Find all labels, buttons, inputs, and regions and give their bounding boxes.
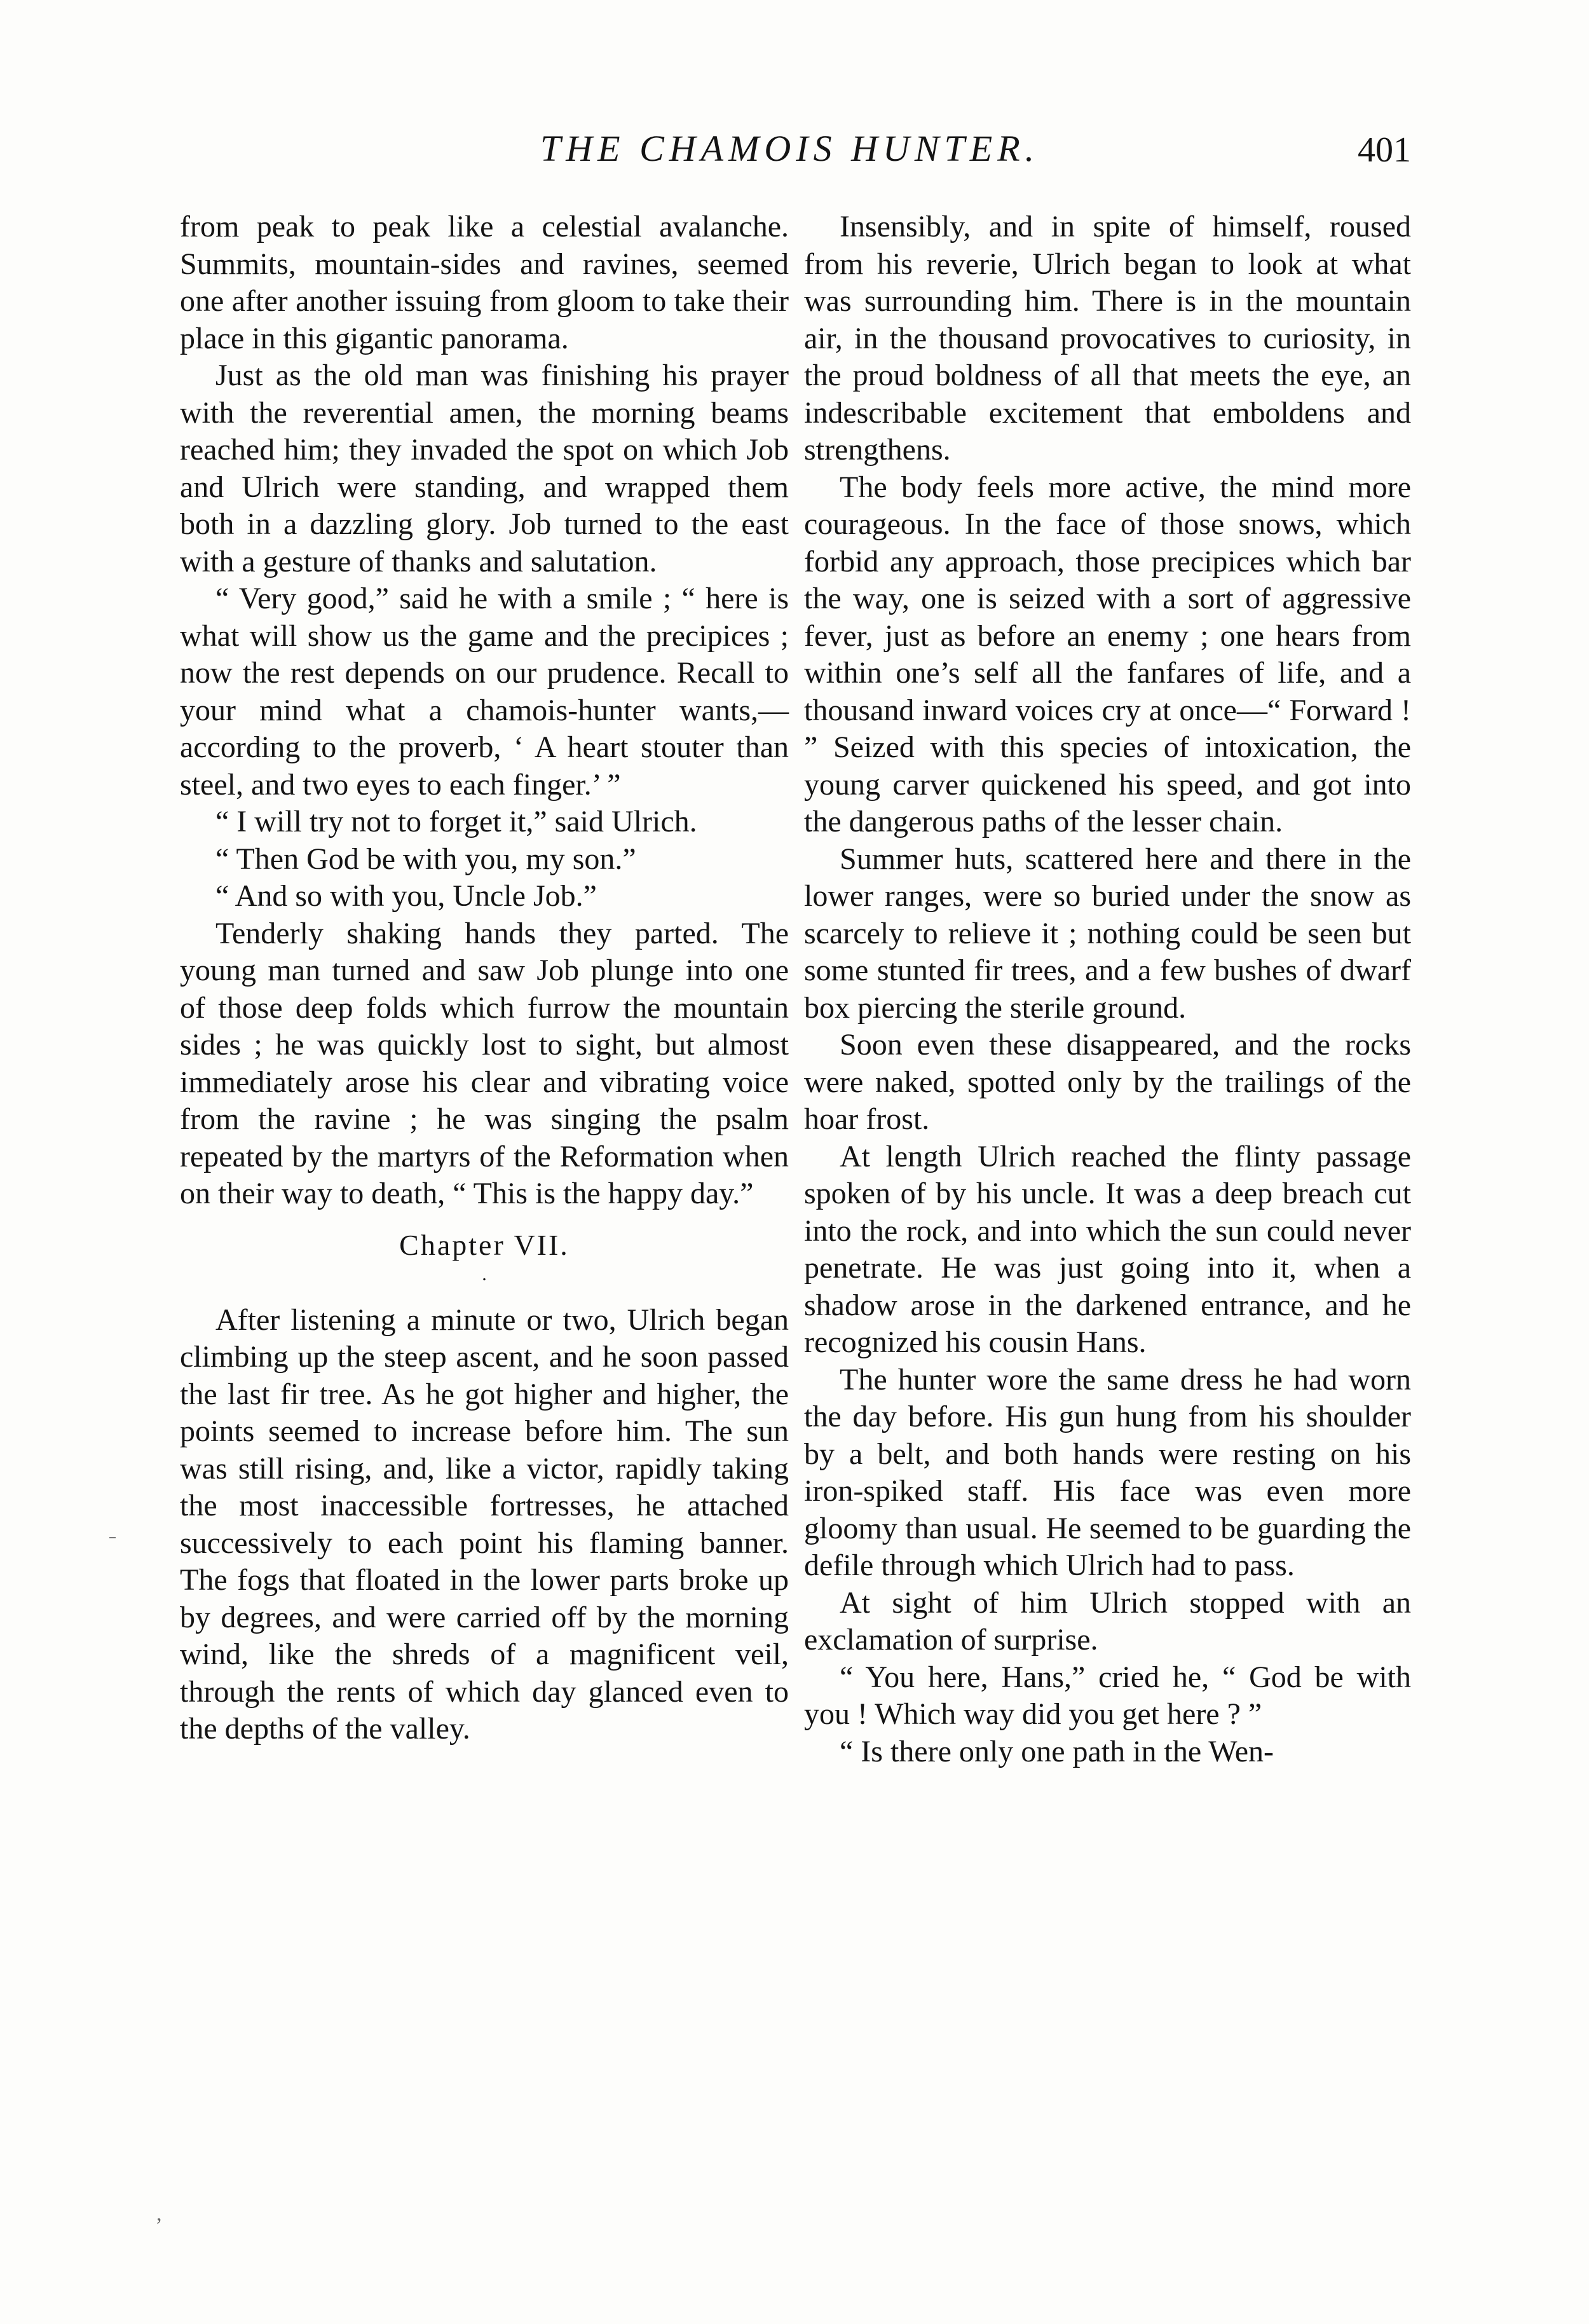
paragraph: After listening a minute or two, Ulrich began climbing up the steep ascent, and he soon passed the last fir tree. As he got higher and higher, the points seemed to increase before him. The sun was still rising, and, like a victor, rapidly taking the most inaccessible fortresses, he attached successively to each point his flaming banner. The fogs that floated in the lower parts broke up by degrees, and were carried off by the morning wind, like the shreds of a magnificent veil, through the rents of which day glanced even to the depths of the valley.	[180, 1302, 789, 1746]
chapter-separator-dot: .	[482, 1263, 487, 1285]
paragraph: “ And so with you, Uncle Job.”	[215, 879, 597, 913]
margin-stray-mark: ,	[156, 2202, 162, 2225]
paragraph: The body feels more active, the mind more courageous. In the face of those snows, which forbid any approach, those precipices which bar the way, one is seized with a sort of aggressive fever, just as before an enemy ; one hears from within one’s self all the fanfares of life, and a thousand inward voices cry at once—“ Forward ! ” Seized with this species of intoxication, the young carver quickened his speed, and got into the dangerous paths of the lesser chain.	[804, 470, 1411, 838]
paragraph: Just as the old man was finishing his prayer with the reverential amen, the morning beams reached him; they invaded the spot on which Job and Ulrich were standing, and wrapped them both in a dazzling glory. Job turned to the east with a gesture of thanks and salutation.	[180, 359, 789, 578]
right-column	[804, 208, 1411, 1770]
paragraph: “ Then God be with you, my son.”	[215, 842, 636, 876]
paragraph: Soon even these disappeared, and the rocks were naked, spotted only by the trailings of the hoar frost.	[804, 1028, 1411, 1136]
paragraph: Insensibly, and in spite of himself, roused from his reverie, Ulrich began to look at what was surrounding him. There is in the mountain air, in the thousand provocatives to curiosity, in the proud boldness of all that meets the eye, an indescribable excitement that emboldens and strengthens.	[804, 210, 1411, 467]
page-number: 401	[1358, 130, 1411, 170]
paragraph: from peak to peak like a celestial avalanche. Summits, mountain-sides and ravines, seemed one after another issuing from gloom to take their place in this gigantic panorama.	[180, 210, 789, 355]
paragraph: “ Is there only one path in the Wen-	[840, 1734, 1274, 1768]
paragraph: The hunter wore the same dress he had worn the day before. His gun hung from his shoulder by a belt, and both hands were resting on his iron-spiked staff. His face was even more gloomy than usual. He seemed to be guarding the defile through which Ulrich had to pass.	[804, 1362, 1411, 1582]
paragraph: “ I will try not to forget it,” said Ulrich.	[215, 805, 697, 838]
paragraph: Summer huts, scattered here and there in the lower ranges, were so buried under the snow as scarcely to relieve it ; nothing could be seen but some stunted fir trees, and a few bushes of dwarf box piercing the sterile ground.	[804, 842, 1411, 1025]
running-title: THE CHAMOIS HUNTER.	[540, 128, 1040, 169]
paragraph: “ You here, Hans,” cried he, “ God be with you ! Which way did you get here ? ”	[804, 1660, 1411, 1731]
paragraph: At length Ulrich reached the flinty passage spoken of by his uncle. It was a deep breach cut into the rock, and into which the sun could never penetrate. He was just going into it, when a shadow arose in the darkened entrance, and he recognized his cousin Hans.	[804, 1139, 1411, 1359]
chapter-heading: Chapter VII.	[399, 1228, 569, 1261]
paragraph: Tenderly shaking hands they parted. The young man turned and saw Job plunge into one of those deep folds which furrow the mountain sides ; he was quickly lost to sight, but almost immediately arose his clear and vibrating voice from the ravine ; he was singing the psalm repeated by the martyrs of the Reformation when on their way to death, “ This is the happy day.”	[180, 916, 789, 1210]
paragraph: At sight of him Ulrich stopped with an exclamation of surprise.	[804, 1585, 1411, 1657]
margin-rule-mark	[109, 1537, 116, 1538]
paragraph: “ Very good,” said he with a smile ; “ here is what will show us the game and the precipices ; now the rest depends on our prudence. Recall to your mind what a chamois-hunter wants,—according to the proverb, ‘ A heart stouter than steel, and two eyes to each finger.’ ”	[180, 582, 789, 802]
left-column	[180, 208, 789, 1748]
running-head	[181, 127, 1411, 178]
